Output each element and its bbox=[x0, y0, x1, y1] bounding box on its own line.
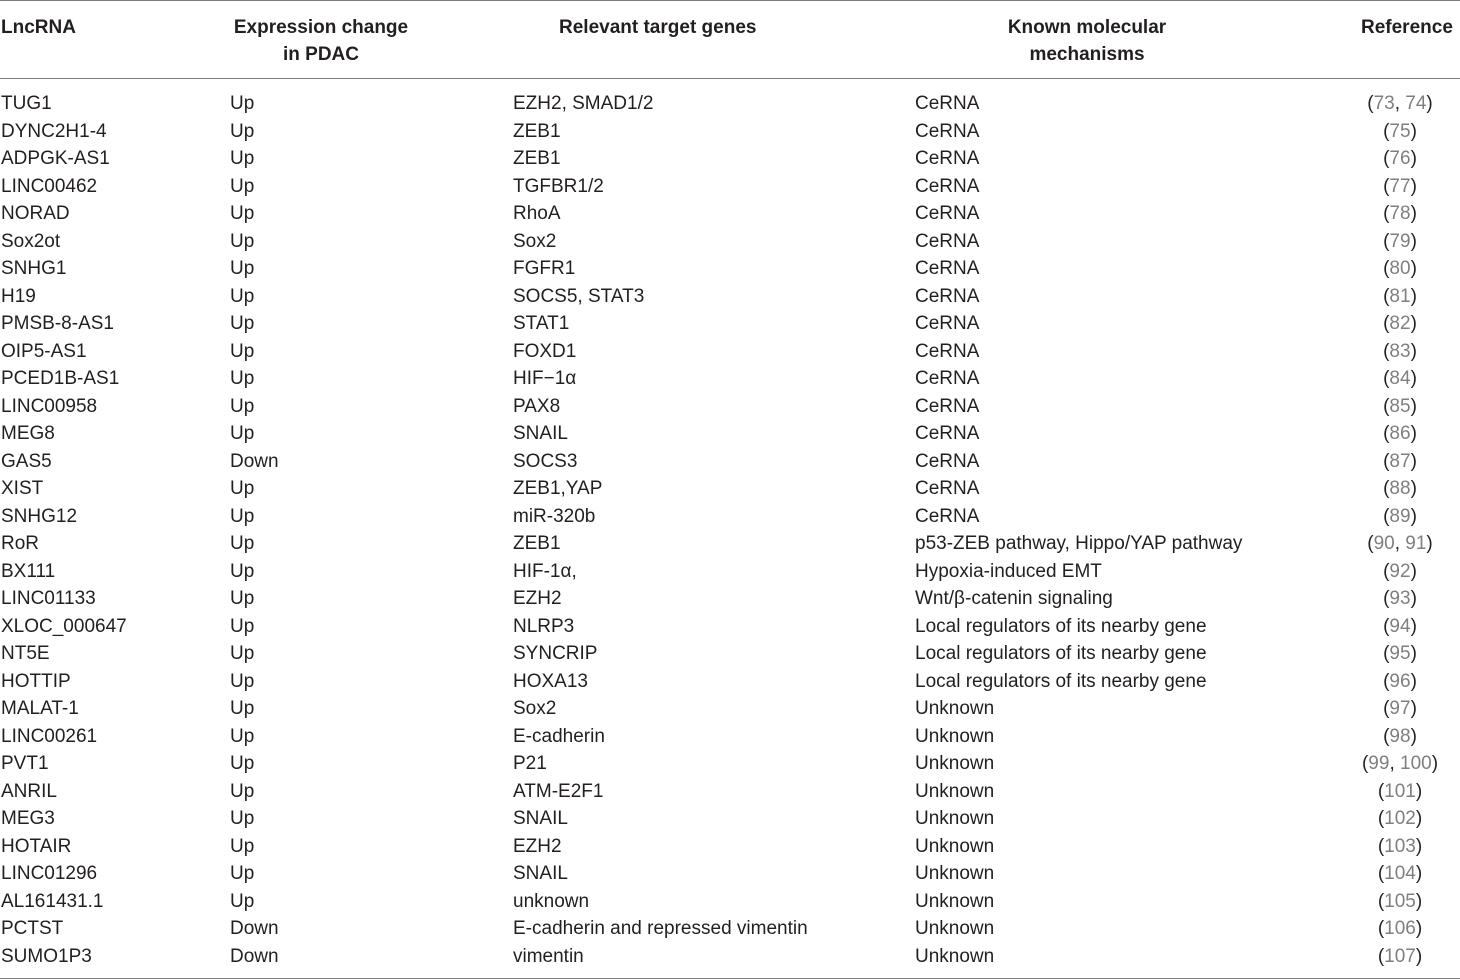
reference-link[interactable]: 91 bbox=[1405, 533, 1427, 554]
table-top-rule bbox=[0, 0, 1460, 1]
cell-mechanism: CeRNA bbox=[915, 395, 980, 417]
table-row bbox=[0, 585, 1460, 613]
table-row bbox=[0, 475, 1460, 503]
cell-target-genes: E-cadherin bbox=[513, 725, 605, 747]
cell-target-genes: EZH2 bbox=[513, 588, 562, 609]
table-row bbox=[0, 860, 1460, 888]
cell-mechanism: CeRNA bbox=[915, 230, 980, 252]
table-row bbox=[0, 695, 1460, 723]
cell-expression: Up bbox=[230, 615, 255, 637]
cell-expression: Up bbox=[230, 230, 255, 252]
cell-target-genes: vimentin bbox=[513, 945, 584, 967]
table-row bbox=[0, 805, 1460, 833]
cell-mechanism: Local regulators of its nearby gene bbox=[915, 643, 1207, 664]
table-row bbox=[0, 200, 1460, 228]
cell-reference: (93) bbox=[1383, 588, 1417, 609]
table-row bbox=[0, 365, 1460, 393]
cell-lncrna: AL161431.1 bbox=[1, 890, 104, 912]
cell-mechanism: Wnt/β-catenin signaling bbox=[915, 588, 1113, 609]
cell-expression: Up bbox=[230, 395, 255, 417]
cell-mechanism: CeRNA bbox=[915, 93, 980, 114]
cell-lncrna: LINC00462 bbox=[1, 175, 98, 197]
cell-target-genes: TGFBR1/2 bbox=[513, 175, 604, 197]
cell-lncrna: BX111 bbox=[1, 560, 56, 582]
reference-link[interactable]: 73 bbox=[1373, 93, 1395, 114]
cell-expression: Up bbox=[230, 258, 255, 279]
reference-link[interactable]: 102 bbox=[1384, 808, 1416, 829]
cell-target-genes: miR-320b bbox=[513, 505, 596, 527]
cell-expression: Up bbox=[230, 505, 255, 527]
cell-target-genes: Sox2 bbox=[513, 230, 557, 252]
cell-reference: (99, 100) bbox=[1361, 753, 1439, 774]
cell-mechanism: CeRNA bbox=[915, 368, 980, 389]
cell-reference: (89) bbox=[1383, 505, 1417, 527]
reference-link[interactable]: 74 bbox=[1405, 93, 1427, 114]
cell-reference: (95) bbox=[1383, 643, 1417, 664]
cell-lncrna: TUG1 bbox=[1, 93, 52, 114]
cell-mechanism: Unknown bbox=[915, 835, 995, 857]
table-row bbox=[0, 750, 1460, 778]
reference-link[interactable]: 96 bbox=[1389, 670, 1411, 692]
cell-target-genes: SNAIL bbox=[513, 808, 568, 829]
cell-target-genes: HOXA13 bbox=[513, 670, 588, 692]
table-row bbox=[0, 228, 1460, 256]
cell-target-genes: FOXD1 bbox=[513, 340, 577, 362]
cell-lncrna: Sox2ot bbox=[1, 230, 61, 252]
cell-target-genes: SYNCRIP bbox=[513, 643, 598, 664]
cell-reference: (97) bbox=[1383, 698, 1417, 719]
table-row bbox=[0, 173, 1460, 201]
cell-expression: Up bbox=[230, 753, 255, 774]
reference-link[interactable]: 93 bbox=[1389, 588, 1411, 609]
table-row bbox=[0, 530, 1460, 558]
table-row bbox=[0, 558, 1460, 586]
cell-reference: (90, 91) bbox=[1367, 533, 1433, 554]
cell-expression: Up bbox=[230, 478, 255, 499]
cell-lncrna: XLOC_000647 bbox=[1, 615, 127, 637]
cell-expression: Up bbox=[230, 313, 255, 334]
cell-target-genes: RhoA bbox=[513, 203, 561, 224]
reference-link[interactable]: 79 bbox=[1389, 230, 1411, 252]
cell-expression: Up bbox=[230, 698, 255, 719]
reference-link[interactable]: 78 bbox=[1389, 203, 1411, 224]
cell-mechanism: CeRNA bbox=[915, 313, 980, 334]
cell-reference: (77) bbox=[1383, 175, 1417, 197]
cell-lncrna: LINC00261 bbox=[1, 725, 98, 747]
cell-target-genes: SOCS5, STAT3 bbox=[513, 285, 645, 307]
cell-lncrna: PCED1B-AS1 bbox=[1, 368, 120, 389]
table-row bbox=[0, 503, 1460, 531]
cell-mechanism: Unknown bbox=[915, 753, 995, 774]
reference-link[interactable]: 94 bbox=[1389, 615, 1411, 637]
reference-link[interactable]: 104 bbox=[1384, 863, 1416, 884]
cell-mechanism: Unknown bbox=[915, 890, 995, 912]
cell-expression: Up bbox=[230, 670, 255, 692]
cell-lncrna: PCTST bbox=[1, 918, 64, 939]
cell-lncrna: ANRIL bbox=[1, 780, 57, 802]
cell-lncrna: XIST bbox=[1, 478, 44, 499]
table-row bbox=[0, 613, 1460, 641]
cell-target-genes: HIF−1α bbox=[513, 368, 577, 389]
cell-target-genes: unknown bbox=[513, 890, 590, 912]
cell-mechanism: CeRNA bbox=[915, 478, 980, 499]
cell-reference: (75) bbox=[1383, 120, 1417, 142]
cell-target-genes: ZEB1,YAP bbox=[513, 478, 603, 499]
reference-link[interactable]: 107 bbox=[1384, 945, 1416, 967]
reference-link[interactable]: 81 bbox=[1389, 285, 1411, 307]
cell-expression: Up bbox=[230, 780, 255, 802]
cell-reference: (88) bbox=[1383, 478, 1417, 499]
cell-lncrna: SUMO1P3 bbox=[1, 945, 92, 967]
cell-expression: Up bbox=[230, 423, 255, 444]
reference-link[interactable]: 84 bbox=[1389, 368, 1411, 389]
cell-lncrna: MALAT-1 bbox=[1, 698, 79, 719]
table-row bbox=[0, 943, 1460, 971]
reference-link[interactable]: 88 bbox=[1389, 478, 1411, 499]
cell-reference: (85) bbox=[1383, 395, 1417, 417]
cell-reference: (81) bbox=[1383, 285, 1417, 307]
cell-expression: Up bbox=[230, 725, 255, 747]
cell-reference: (92) bbox=[1383, 560, 1417, 582]
table-row bbox=[0, 723, 1460, 751]
reference-link[interactable]: 105 bbox=[1384, 890, 1416, 912]
cell-mechanism: Unknown bbox=[915, 780, 995, 802]
table-row bbox=[0, 118, 1460, 146]
reference-link[interactable]: 75 bbox=[1389, 120, 1411, 142]
header-reference: Reference bbox=[1361, 17, 1453, 38]
cell-lncrna: MEG8 bbox=[1, 423, 55, 444]
cell-target-genes: P21 bbox=[513, 753, 547, 774]
cell-reference: (87) bbox=[1383, 450, 1417, 472]
cell-lncrna: SNHG1 bbox=[1, 258, 67, 279]
table-row bbox=[0, 393, 1460, 421]
cell-mechanism: Hypoxia-induced EMT bbox=[915, 560, 1102, 582]
cell-mechanism: Unknown bbox=[915, 945, 995, 967]
table-row bbox=[0, 420, 1460, 448]
header-expression-line1: Expression change bbox=[233, 17, 409, 38]
reference-link[interactable]: 103 bbox=[1384, 835, 1416, 857]
cell-expression: Up bbox=[230, 368, 255, 389]
table-row bbox=[0, 310, 1460, 338]
cell-mechanism: CeRNA bbox=[915, 423, 980, 444]
cell-lncrna: PMSB-8-AS1 bbox=[1, 313, 114, 334]
cell-lncrna: NT5E bbox=[1, 643, 50, 664]
reference-link[interactable]: 95 bbox=[1389, 643, 1411, 664]
cell-expression: Up bbox=[230, 203, 255, 224]
table-row bbox=[0, 338, 1460, 366]
reference-link[interactable]: 87 bbox=[1389, 450, 1411, 472]
cell-mechanism: Local regulators of its nearby gene bbox=[915, 615, 1207, 637]
reference-link[interactable]: 77 bbox=[1389, 175, 1411, 197]
cell-target-genes: SNAIL bbox=[513, 423, 568, 444]
reference-link[interactable]: 97 bbox=[1389, 698, 1411, 719]
cell-target-genes: ATM-E2F1 bbox=[513, 780, 604, 802]
header-expression-line2: in PDAC bbox=[283, 44, 359, 65]
cell-lncrna: LINC01133 bbox=[1, 588, 96, 609]
cell-target-genes: SOCS3 bbox=[513, 450, 578, 472]
cell-mechanism: CeRNA bbox=[915, 148, 980, 169]
cell-target-genes: SNAIL bbox=[513, 863, 568, 884]
header-expression-change bbox=[230, 14, 412, 68]
cell-target-genes: Sox2 bbox=[513, 698, 557, 719]
reference-link[interactable]: 86 bbox=[1389, 423, 1411, 444]
cell-lncrna: LINC01296 bbox=[1, 863, 98, 884]
cell-reference: (106) bbox=[1377, 918, 1423, 939]
cell-mechanism: Unknown bbox=[915, 863, 995, 884]
cell-expression: Up bbox=[230, 808, 255, 829]
reference-link[interactable]: 83 bbox=[1389, 340, 1411, 362]
cell-reference: (73, 74) bbox=[1367, 93, 1433, 114]
cell-expression: Up bbox=[230, 148, 255, 169]
cell-expression: Up bbox=[230, 533, 255, 554]
cell-lncrna: HOTTIP bbox=[1, 670, 71, 692]
cell-lncrna: OIP5-AS1 bbox=[1, 340, 87, 362]
table-row bbox=[0, 283, 1460, 311]
reference-link[interactable]: 89 bbox=[1389, 505, 1411, 527]
cell-target-genes: EZH2, SMAD1/2 bbox=[513, 93, 654, 114]
header-mechanism-line2: mechanisms bbox=[1029, 44, 1145, 65]
cell-reference: (107) bbox=[1377, 945, 1423, 967]
reference-link[interactable]: 90 bbox=[1373, 533, 1395, 554]
cell-reference: (80) bbox=[1383, 258, 1417, 279]
cell-target-genes: PAX8 bbox=[513, 395, 561, 417]
cell-lncrna: DYNC2H1-4 bbox=[1, 120, 107, 142]
reference-link[interactable]: 99 bbox=[1368, 753, 1390, 774]
cell-expression: Up bbox=[230, 93, 255, 114]
reference-link[interactable]: 101 bbox=[1384, 780, 1416, 802]
cell-mechanism: CeRNA bbox=[915, 285, 980, 307]
header-bottom-rule bbox=[0, 78, 1460, 79]
table-row bbox=[0, 145, 1460, 173]
cell-expression: Down bbox=[230, 918, 279, 939]
cell-reference: (96) bbox=[1383, 670, 1417, 692]
header-molecular-mechanisms bbox=[987, 14, 1187, 68]
cell-expression: Down bbox=[230, 450, 279, 472]
cell-target-genes: ZEB1 bbox=[513, 120, 561, 142]
cell-lncrna: NORAD bbox=[1, 203, 70, 224]
table-row bbox=[0, 448, 1460, 476]
cell-expression: Up bbox=[230, 863, 255, 884]
cell-mechanism: Local regulators of its nearby gene bbox=[915, 670, 1207, 692]
cell-reference: (83) bbox=[1383, 340, 1417, 362]
cell-reference: (78) bbox=[1383, 203, 1417, 224]
cell-reference: (105) bbox=[1377, 890, 1423, 912]
reference-link[interactable]: 80 bbox=[1389, 258, 1411, 279]
cell-target-genes: HIF-1α, bbox=[513, 560, 577, 582]
cell-lncrna: SNHG12 bbox=[1, 505, 78, 527]
cell-reference: (101) bbox=[1377, 780, 1423, 802]
reference-link[interactable]: 98 bbox=[1389, 725, 1411, 747]
cell-expression: Down bbox=[230, 945, 279, 967]
cell-expression: Up bbox=[230, 890, 255, 912]
cell-expression: Up bbox=[230, 285, 255, 307]
cell-mechanism: Unknown bbox=[915, 725, 995, 747]
cell-expression: Up bbox=[230, 643, 255, 664]
header-target-genes: Relevant target genes bbox=[559, 17, 757, 38]
reference-link[interactable]: 106 bbox=[1384, 918, 1416, 939]
cell-reference: (94) bbox=[1383, 615, 1417, 637]
table-row bbox=[0, 668, 1460, 696]
cell-expression: Up bbox=[230, 835, 255, 857]
cell-mechanism: CeRNA bbox=[915, 120, 980, 142]
cell-expression: Up bbox=[230, 340, 255, 362]
cell-lncrna: RoR bbox=[1, 533, 40, 554]
cell-mechanism: Unknown bbox=[915, 918, 995, 939]
cell-reference: (86) bbox=[1383, 423, 1417, 444]
header-mechanism-line1: Known molecular bbox=[1007, 17, 1167, 38]
reference-link[interactable]: 82 bbox=[1389, 313, 1411, 334]
cell-reference: (84) bbox=[1383, 368, 1417, 389]
table-row bbox=[0, 255, 1460, 283]
reference-link[interactable]: 85 bbox=[1389, 395, 1411, 417]
cell-expression: Up bbox=[230, 120, 255, 142]
header-lncrna: LncRNA bbox=[1, 17, 76, 38]
cell-lncrna: ADPGK-AS1 bbox=[1, 148, 110, 169]
reference-link[interactable]: 92 bbox=[1389, 560, 1411, 582]
cell-lncrna: LINC00958 bbox=[1, 395, 98, 417]
cell-mechanism: CeRNA bbox=[915, 258, 980, 279]
cell-expression: Up bbox=[230, 560, 255, 582]
cell-target-genes: STAT1 bbox=[513, 313, 570, 334]
cell-mechanism: p53-ZEB pathway, Hippo/YAP pathway bbox=[915, 533, 1243, 554]
cell-reference: (104) bbox=[1377, 863, 1423, 884]
cell-lncrna: PVT1 bbox=[1, 753, 49, 774]
cell-mechanism: CeRNA bbox=[915, 175, 980, 197]
table-row bbox=[0, 888, 1460, 916]
cell-mechanism: CeRNA bbox=[915, 203, 980, 224]
table-row bbox=[0, 915, 1460, 943]
reference-link[interactable]: 100 bbox=[1400, 753, 1432, 774]
cell-target-genes: EZH2 bbox=[513, 835, 562, 857]
cell-reference: (79) bbox=[1383, 230, 1417, 252]
cell-mechanism: Unknown bbox=[915, 808, 995, 829]
cell-lncrna: MEG3 bbox=[1, 808, 55, 829]
cell-mechanism: CeRNA bbox=[915, 505, 980, 527]
cell-target-genes: FGFR1 bbox=[513, 258, 576, 279]
cell-reference: (103) bbox=[1377, 835, 1423, 857]
cell-mechanism: CeRNA bbox=[915, 450, 980, 472]
table-body bbox=[0, 90, 1460, 970]
cell-expression: Up bbox=[230, 588, 255, 609]
cell-mechanism: CeRNA bbox=[915, 340, 980, 362]
cell-reference: (82) bbox=[1383, 313, 1417, 334]
table-row bbox=[0, 778, 1460, 806]
table-row bbox=[0, 640, 1460, 668]
cell-lncrna: HOTAIR bbox=[1, 835, 72, 857]
cell-reference: (102) bbox=[1377, 808, 1423, 829]
cell-reference: (98) bbox=[1383, 725, 1417, 747]
cell-lncrna: GAS5 bbox=[1, 450, 52, 472]
reference-link[interactable]: 76 bbox=[1389, 148, 1411, 169]
cell-mechanism: Unknown bbox=[915, 698, 995, 719]
cell-expression: Up bbox=[230, 175, 255, 197]
table-row bbox=[0, 90, 1460, 118]
cell-target-genes: NLRP3 bbox=[513, 615, 575, 637]
table-row bbox=[0, 833, 1460, 861]
cell-lncrna: H19 bbox=[1, 285, 36, 307]
cell-target-genes: ZEB1 bbox=[513, 533, 561, 554]
cell-reference: (76) bbox=[1383, 148, 1417, 169]
cell-target-genes: ZEB1 bbox=[513, 148, 561, 169]
cell-target-genes: E-cadherin and repressed vimentin bbox=[513, 918, 808, 939]
table-bottom-rule bbox=[0, 978, 1460, 979]
